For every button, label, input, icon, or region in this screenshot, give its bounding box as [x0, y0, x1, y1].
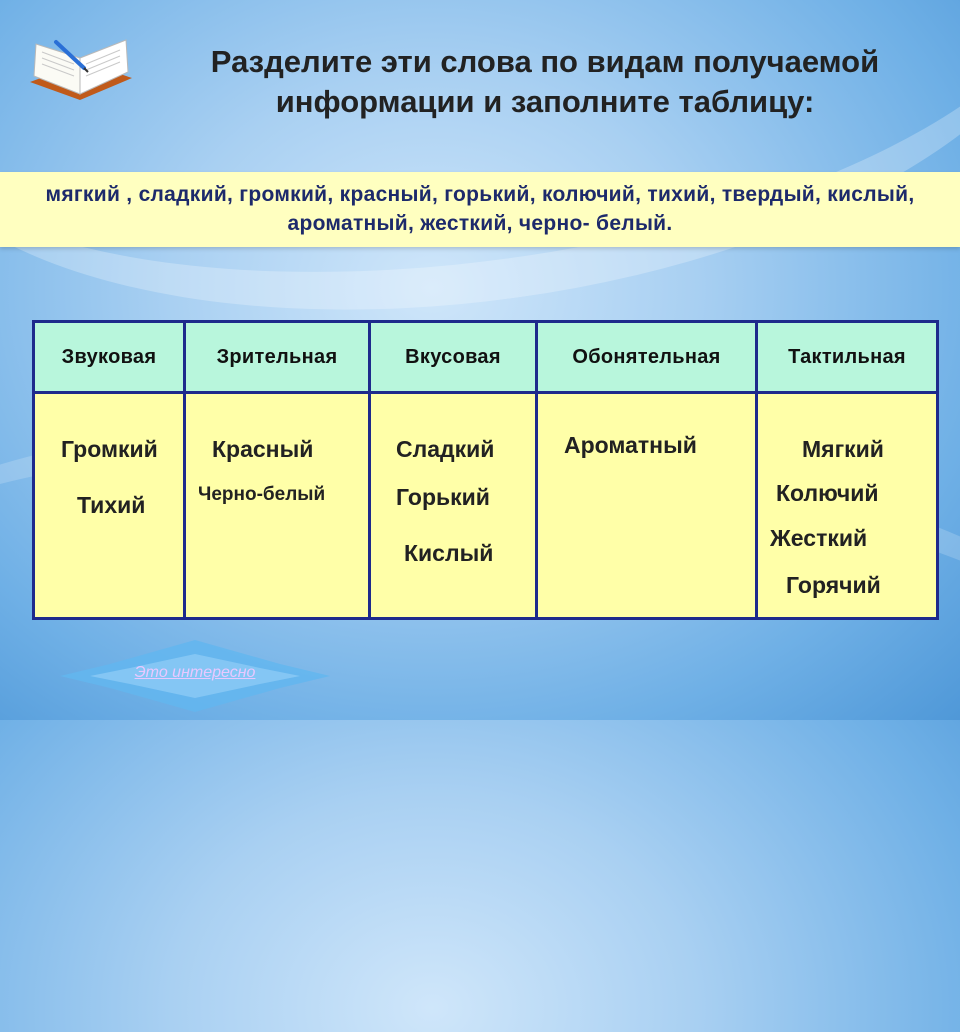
cell-sound: [34, 393, 185, 619]
header-sound: Звуковая: [34, 322, 185, 393]
word-kisliy: Кислый: [404, 540, 494, 566]
open-book-icon: [26, 38, 136, 108]
word-sladkiy: Сладкий: [396, 436, 495, 462]
word-zhestkiy: Жесткий: [770, 525, 868, 551]
page-title: Разделите эти слова по видам получаемой информации и заполните таблицу:: [210, 44, 880, 119]
cell-tactile: [757, 393, 938, 619]
word-myagkiy: Мягкий: [802, 436, 884, 462]
header-smell: Обонятельная: [537, 322, 757, 393]
information-table: [32, 320, 939, 620]
interesting-link-button[interactable]: [60, 640, 330, 712]
word-kolyuchiy: Колючий: [776, 480, 879, 506]
word-gorkiy: Горький: [396, 484, 490, 510]
word-gromkiy: Громкий: [61, 436, 158, 462]
word-goryachiy: Горячий: [786, 572, 881, 598]
word-aromatniy: Ароматный: [564, 432, 697, 458]
cell-visual: [185, 393, 370, 619]
answer-row: [34, 393, 938, 619]
header-row: [34, 322, 938, 393]
word-tikhiy: Тихий: [77, 492, 146, 518]
interesting-link[interactable]: Это интересно: [134, 664, 256, 681]
word-list: мягкий , сладкий, громкий, красный, горький, колючий, тихий, твердый, кислый, ароматный, жесткий, черно- белый.: [45, 183, 915, 235]
header-taste: Вкусовая: [370, 322, 537, 393]
cell-smell: [537, 393, 757, 619]
words-band: [0, 172, 960, 247]
header-tactile: Тактильная: [757, 322, 938, 393]
word-cherno-beliy: Черно-белый: [198, 484, 326, 505]
cell-taste: [370, 393, 537, 619]
word-krasniy: Красный: [212, 436, 314, 462]
header-visual: Зрительная: [185, 322, 370, 393]
